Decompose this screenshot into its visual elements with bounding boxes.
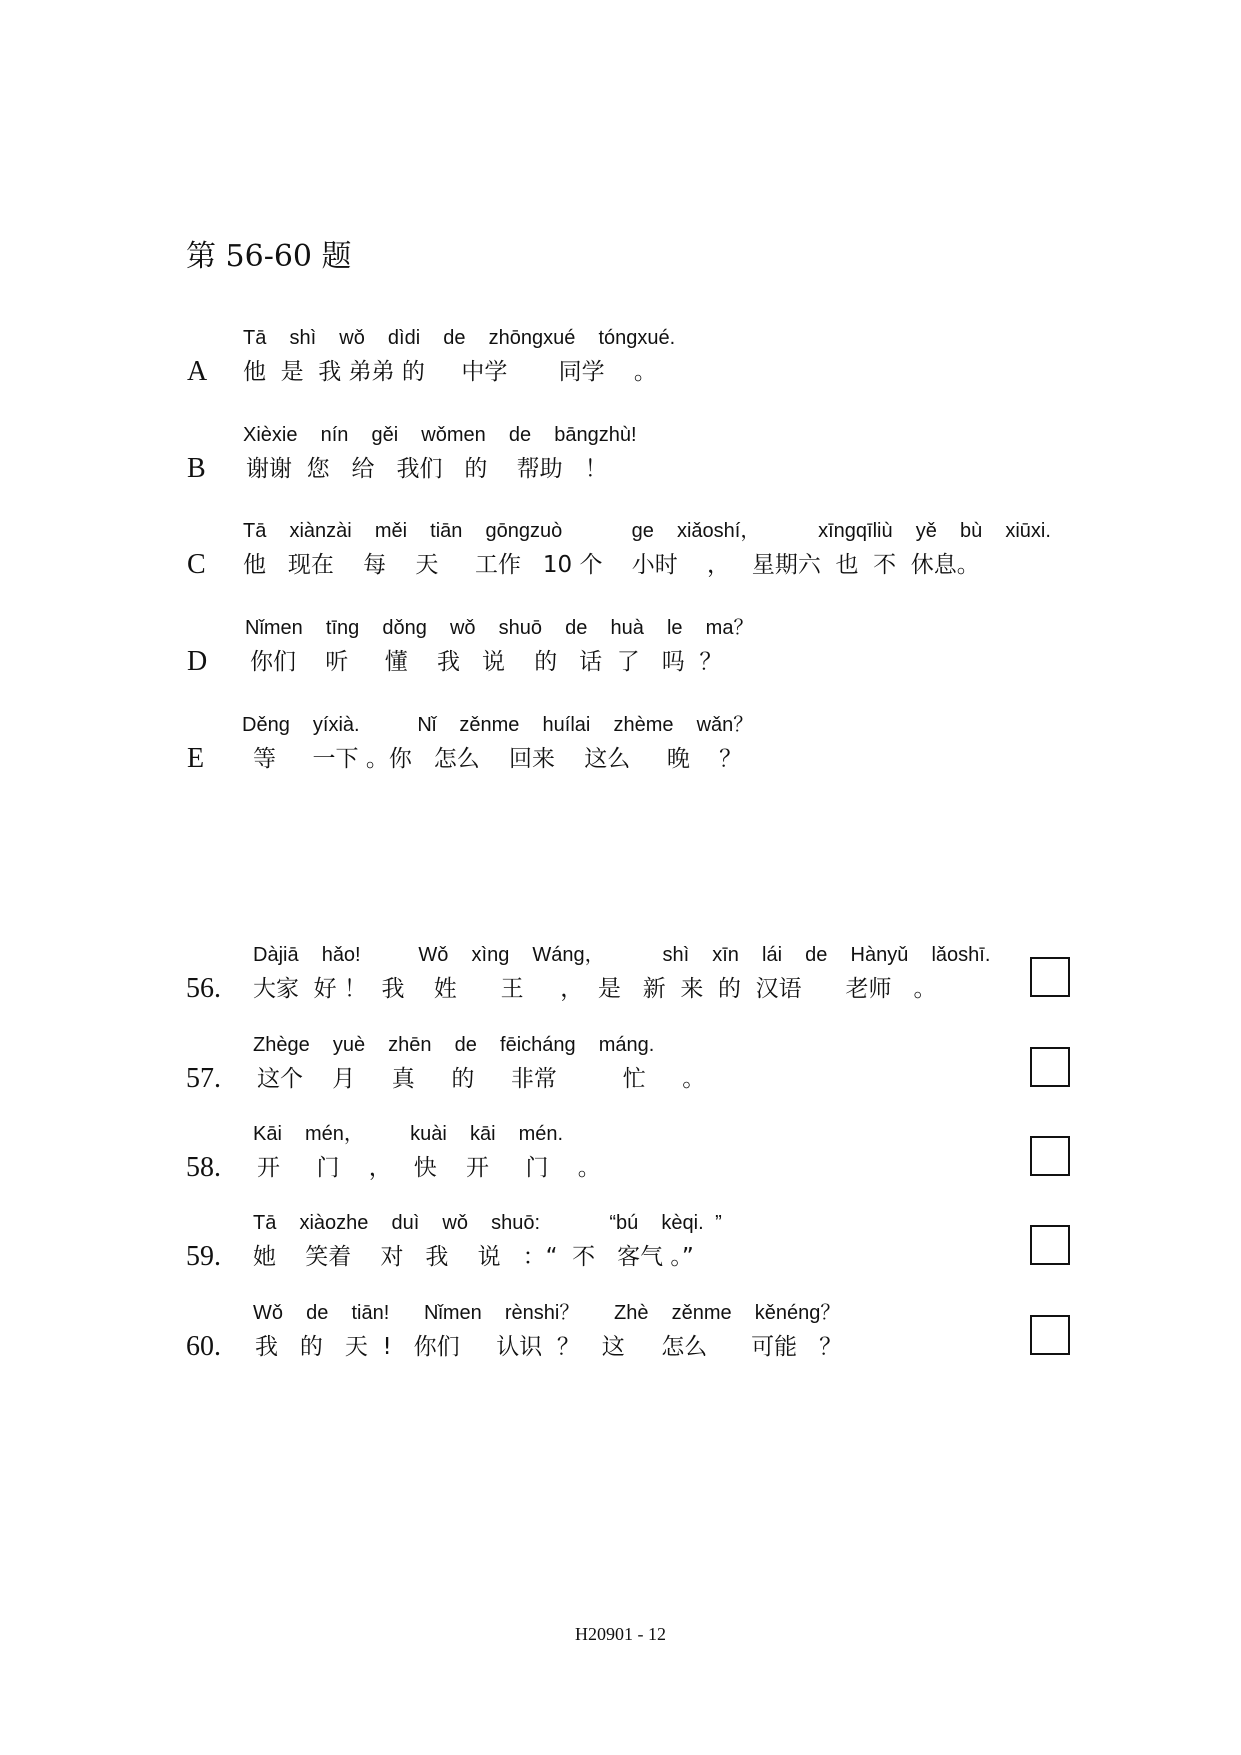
answer-box[interactable] <box>1030 1136 1070 1176</box>
option-pinyin: Tā shì wǒ dìdi de zhōngxué tóngxué. <box>243 327 676 349</box>
section-title: 第 56-60 题 <box>186 239 352 274</box>
option-pinyin: Nǐmen tīng dǒng wǒ shuō de huà le ma？ <box>245 617 754 639</box>
answer-box[interactable] <box>1030 1047 1070 1087</box>
question-hanzi: 大家 好 ！ 我 姓 王 ， 是 新 来 的 汉语 老师 。 <box>253 976 937 1002</box>
option-hanzi: 他 现在 每 天 工作 10 个 小时 ， 星期六 也 不 休息。 <box>243 552 980 578</box>
option-hanzi: 等 一下 。你 怎么 回来 这么 晚 ？ <box>253 746 743 772</box>
option-letter: A <box>187 356 208 387</box>
question-60 <box>0 1300 1241 1360</box>
question-pinyin: Zhège yuè zhēn de fēicháng máng. <box>253 1034 655 1056</box>
option-letter: C <box>187 549 206 580</box>
question-pinyin: Wǒ de tiān! Nǐmen rènshi？ Zhè zěnme kěnéng？ <box>253 1302 841 1324</box>
question-pinyin: Tā xiàozhe duì wǒ shuō: “bú kèqi. ” <box>253 1212 722 1234</box>
question-pinyin: Kāi mén， kuài kāi mén. <box>253 1123 564 1145</box>
option-pinyin: Děng yíxià. Nǐ zěnme huílai zhème wǎn？ <box>242 714 754 736</box>
option-a <box>0 325 1241 385</box>
question-number: 60. <box>186 1331 221 1362</box>
option-hanzi: 谢谢 您 给 我们 的 帮助 ！ <box>246 456 608 482</box>
option-letter: E <box>187 743 205 774</box>
question-57 <box>0 1032 1241 1092</box>
option-letter: B <box>187 453 206 484</box>
question-number: 57. <box>186 1063 221 1094</box>
option-hanzi: 你们 听 懂 我 说 的 话 了 吗 ？ <box>250 649 723 675</box>
option-e <box>0 712 1241 772</box>
question-number: 58. <box>186 1152 221 1183</box>
question-56 <box>0 942 1241 1002</box>
page-footer: H20901 - 12 <box>575 1624 666 1644</box>
answer-box[interactable] <box>1030 1315 1070 1355</box>
question-number: 59. <box>186 1241 221 1272</box>
option-c <box>0 518 1241 578</box>
option-hanzi: 他 是 我 弟弟 的 中学 同学 。 <box>243 359 657 385</box>
option-pinyin: Tā xiànzài měi tiān gōngzuò ge xiǎoshí， xīngqīliù yě bù xiūxi. <box>243 520 1051 542</box>
option-pinyin: Xièxie nín gěi wǒmen de bāngzhù! <box>243 424 637 446</box>
question-number: 56. <box>186 973 221 1004</box>
question-hanzi: 她 笑着 对 我 说 ：“ 不 客气 。” <box>253 1244 694 1270</box>
option-d <box>0 615 1241 675</box>
option-letter: D <box>187 646 208 677</box>
question-59 <box>0 1210 1241 1270</box>
question-hanzi: 开 门 ， 快 开 门 。 <box>257 1155 601 1181</box>
question-hanzi: 我 的 天 ! 你们 认识 ？ 这 怎么 可能 ？ <box>255 1334 843 1360</box>
question-hanzi: 这个 月 真 的 非常 忙 。 <box>257 1066 706 1092</box>
answer-box[interactable] <box>1030 957 1070 997</box>
question-pinyin: Dàjiā hǎo! Wǒ xìng Wáng， shì xīn lái de Hànyǔ lǎoshī. <box>253 944 991 966</box>
question-58 <box>0 1121 1241 1181</box>
option-b <box>0 422 1241 482</box>
answer-box[interactable] <box>1030 1225 1070 1265</box>
